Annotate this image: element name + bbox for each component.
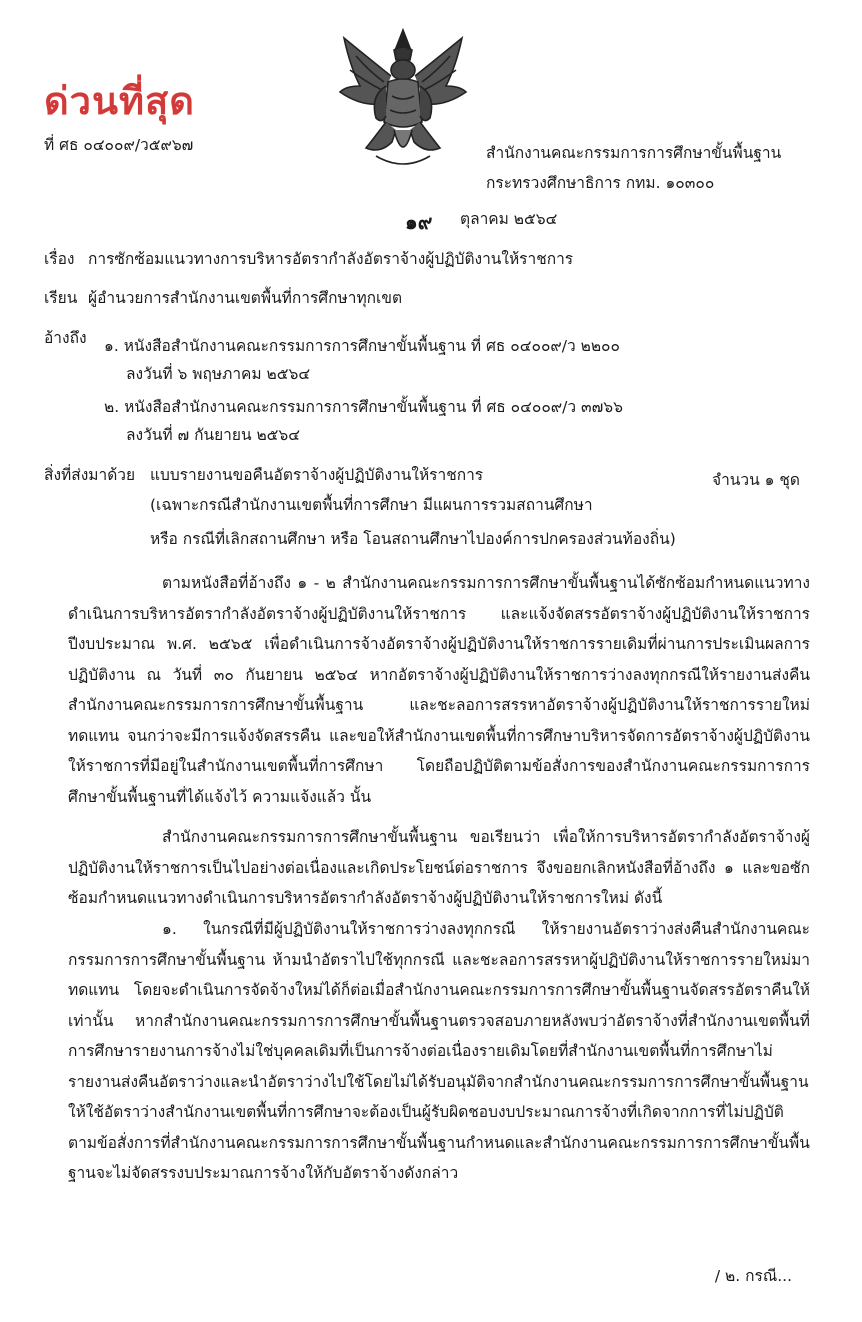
reference-item-2-line2: ลงวันที่ ๗ กันยายน ๒๕๖๔ — [126, 426, 300, 444]
reference-label: อ้างถึง — [44, 329, 87, 347]
date-day: ๑๙ — [405, 210, 433, 234]
reference-item-1-line1: ๑. หนังสือสำนักงานคณะกรรมการการศึกษาขั้นพื้นฐาน ที่ ศธ ๐๔๐๐๙/ว ๒๒๐๐ — [104, 337, 620, 355]
body-paragraph-3: ๑. ในกรณีที่มีผู้ปฏิบัติงานให้ราชการว่างลงทุกกรณี ให้รายงานอัตราว่างส่งคืนสำนักงานคณะกรรมการการศึกษาขั้นพื้นฐาน ห้ามนำอัตราไปใช้ทุกกรณี และชะลอการสรรหาผู้ปฏิบัติงานให้ราชการรายใหม่มาทดแทน โดยจะดำเนินการจัดจ้างใหม่ได้ก็ต่อเมื่อสำนักงานคณะกรรมการการศึกษาขั้นพื้นฐานจัดสรรอัตราคืนให้เท่านั้น หากสำนักงานคณะกรรมการการศึกษาขั้นพื้นฐานตรวจสอบภายหลังพบว่าอัตราจ้างที่สำนักงานเขตพื้นที่การศึกษารายงานการจ้างไม่ใช่บุคคลเดิมที่เป็นการจ้างต่อเนื่องรายเดิมโดยที่สำนักงานเขตพื้นที่การศึกษาไม่รายงานส่งคืนอัตราว่างและนำอัตราว่างไปใช้โดยไม่ได้รับอนุมัติจากสำนักงานคณะกรรมการการศึกษาขั้นพื้นฐานให้ใช้อัตราว่างสำนักงานเขตพื้นที่การศึกษาจะต้องเป็นผู้รับผิดชอบงบประมาณการจ้างที่เกิดจากการที่ไม่ปฏิบัติตามข้อสั่งการที่สำนักงานคณะกรรมการการศึกษาขั้นพื้นฐานกำหนดและสำนักงานคณะกรรมการการศึกษาขั้นพื้นฐานจะไม่จัดสรรงบประมาณการจ้างให้กับอัตราจ้างดังกล่าว — [68, 920, 810, 1182]
reference-item-1-line2: ลงวันที่ ๖ พฤษภาคม ๒๕๖๔ — [126, 365, 311, 383]
date-month-year: ตุลาคม ๒๕๖๔ — [460, 210, 558, 228]
enclosure-line-3: หรือ กรณีที่เลิกสถานศึกษา หรือ โอนสถานศึกษาไปองค์การปกครองส่วนท้องถิ่น) — [150, 530, 676, 548]
reference-item-2-line1: ๒. หนังสือสำนักงานคณะกรรมการการศึกษาขั้นพื้นฐาน ที่ ศธ ๐๔๐๐๙/ว ๓๗๖๖ — [104, 398, 623, 416]
recipient-text: ผู้อำนวยการสำนักงานเขตพื้นที่การศึกษาทุกเขต — [88, 289, 403, 307]
page-continuation: / ๒. กรณี... — [714, 1267, 792, 1285]
body-paragraph-2: สำนักงานคณะกรรมการการศึกษาขั้นพื้นฐาน ขอเรียนว่า เพื่อให้การบริหารอัตรากำลังอัตราจ้างผู้ปฏิบัติงานให้ราชการเป็นไปอย่างต่อเนื่องและเกิดประโยชน์ต่อราชการ จึงขอยกเลิกหนังสือที่อ้างถึง ๑ และขอซักซ้อมกำหนดแนวทางดำเนินการบริหารอัตรากำลังอัตราจ้างผู้ปฏิบัติงานให้ราชการใหม่ ดังนี้ — [68, 828, 810, 907]
agency-address: กระทรวงศึกษาธิการ กทม. ๑๐๓๐๐ — [486, 174, 715, 192]
subject-label: เรื่อง — [44, 250, 75, 268]
enclosure-line-2: (เฉพาะกรณีสำนักงานเขตพื้นที่การศึกษา มีแผนการรวมสถานศึกษา — [150, 496, 593, 514]
recipient-label: เรียน — [44, 289, 78, 307]
agency-name: สำนักงานคณะกรรมการการศึกษาขั้นพื้นฐาน — [486, 144, 782, 162]
enclosure-label: สิ่งที่ส่งมาด้วย — [44, 466, 136, 484]
subject-text: การซักซ้อมแนวทางการบริหารอัตรากำลังอัตราจ้างผู้ปฏิบัติงานให้ราชการ — [88, 250, 574, 268]
document-number: ที่ ศธ ๐๔๐๐๙/ว๕๙๖๗ — [44, 136, 194, 154]
garuda-emblem-icon — [336, 26, 470, 172]
body-paragraph-1: ตามหนังสือที่อ้างถึง ๑ - ๒ สำนักงานคณะกรรมการการศึกษาขั้นพื้นฐานได้ซักซ้อมกำหนดแนวทางดำเนินการบริหารอัตรากำลังอัตราจ้างผู้ปฏิบัติงานให้ราชการ และแจ้งจัดสรรอัตราจ้างผู้ปฏิบัติงานให้ราชการ ปีงบประมาณ พ.ศ. ๒๕๖๕ เพื่อดำเนินการจ้างอัตราจ้างผู้ปฏิบัติงานให้ราชการรายเดิมที่ผ่านการประเมินผลการปฏิบัติงาน ณ วันที่ ๓๐ กันยายน ๒๕๖๔ หากอัตราจ้างผู้ปฏิบัติงานให้ราชการว่างลงทุกกรณีให้รายงานส่งคืนสำนักงานคณะกรรมการการศึกษาขั้นพื้นฐาน และชะลอการสรรหาอัตราจ้างผู้ปฏิบัติงานให้ราชการรายใหม่ทดแทน จนกว่าจะมีการแจ้งจัดสรรคืน และขอให้สำนักงานเขตพื้นที่การศึกษาบริหารจัดการอัตราจ้างผู้ปฏิบัติงานให้ราชการที่มีอยู่ในสำนักงานเขตพื้นที่การศึกษา โดยถือปฏิบัติตามข้อสั่งการของสำนักงานคณะกรรมการการศึกษาขั้นพื้นฐานที่ได้แจ้งไว้ ความแจ้งแล้ว นั้น — [68, 574, 810, 806]
enclosure-count: จำนวน ๑ ชุด — [712, 471, 800, 489]
enclosure-line-1: แบบรายงานขอคืนอัตราจ้างผู้ปฏิบัติงานให้ราชการ — [150, 466, 484, 484]
urgency-stamp: ด่วนที่สุด — [44, 79, 195, 123]
